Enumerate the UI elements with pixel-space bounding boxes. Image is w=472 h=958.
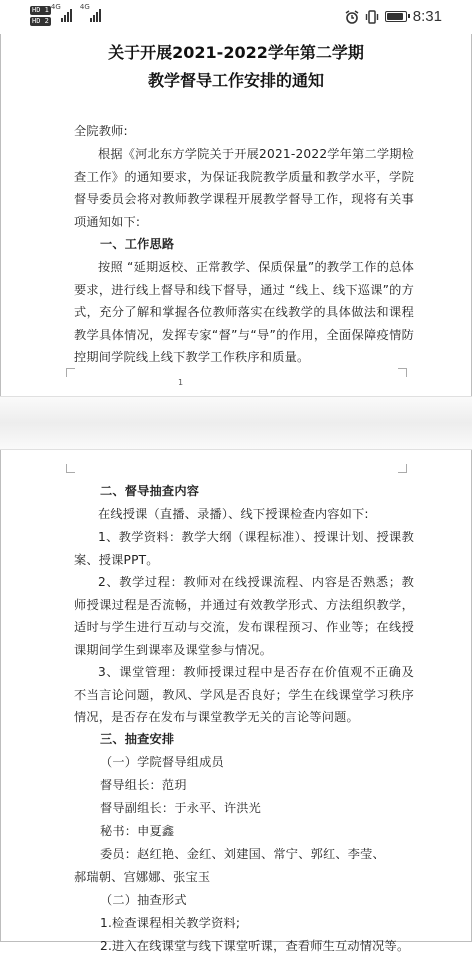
section2-intro: 在线授课（直播、录播）、线下授课检查内容如下:	[98, 507, 369, 521]
doc-title-line2: 教学督导工作安排的通知	[147, 71, 324, 90]
status-right	[345, 8, 442, 25]
clock-time: 8:31	[412, 8, 442, 25]
signal-1-icon	[50, 3, 72, 22]
alarm-icon	[345, 10, 359, 24]
battery-icon	[385, 11, 407, 22]
page2-corner-mark-left	[66, 464, 75, 473]
sim2-badge: HD 2	[32, 17, 49, 25]
check-form-item2: 2.进入在线课堂与线下课堂听课，查看师生互动情况等。	[100, 939, 410, 953]
supervisor-vice-leader: 督导副组长：于永平、许洪光	[100, 801, 262, 815]
committee-members-line1: 委员：赵红艳、金红、刘建国、常宁、郭红、李莹、	[100, 847, 385, 861]
network-1-label: 4G	[50, 3, 61, 11]
page-number: 1	[178, 378, 184, 387]
page1-corner-mark-left	[66, 368, 75, 377]
section1-paragraph: 按照 “延期返校、正常教学、保质保量”的教学工作的总体要求，进行线上督导和线下督导，通过 “线上、线下巡课”的方式，充分了解和掌握各位教师落实在线教学的具体做法和课程教学具体情况，发挥专家“督”与“导”的作用，全面保障疫情防控期间学院线上线下教学工作秩序和质量。	[74, 260, 414, 364]
supervisor-leader: 督导组长：范玥	[100, 778, 187, 792]
status-left	[30, 3, 101, 26]
section1-heading: 一、工作思路	[100, 237, 175, 251]
page-break	[0, 396, 472, 450]
sim1-badge: HD 1	[32, 6, 49, 14]
page2-corner-mark-right	[398, 464, 407, 473]
subsection2-heading: （二）抽查形式	[100, 893, 187, 907]
signal-2-icon	[79, 3, 101, 22]
supervisor-secretary: 秘书：申夏鑫	[100, 824, 175, 838]
section2-item3: 3、课堂管理：教师授课过程中是否存在价值观不正确及不当言论问题，教风、学风是否良好；学生在线课堂学习秩序情况，是否存在发布与课堂教学无关的言论等问题。	[74, 665, 414, 724]
committee-members-line2: 郝瑞朝、宫娜娜、张宝玉	[74, 870, 211, 884]
subsection1-heading: （一）学院督导组成员	[100, 755, 224, 769]
vibrate-icon	[365, 10, 379, 24]
status-bar	[0, 0, 472, 34]
sim-badges	[30, 6, 51, 26]
intro-paragraph: 根据《河北东方学院关于开展2021-2022学年第二学期检查工作》的通知要求，为保证我院教学质量和教学水平，学院督导委员会将对教师教学课程开展教学督导工作，现将有关事项通知如下:	[74, 147, 414, 229]
section2-item2: 2、教学过程：教师对在线授课流程、内容是否熟悉；教师授课过程是否流畅，并通过有效教学形式、方法组织教学，适时与学生进行互动与交流，发布课程预习、作业等；在线授课期间学生到课率及课堂参与情况。	[74, 575, 414, 657]
check-form-item1: 1.检查课程相关教学资料;	[100, 916, 241, 930]
section2-item1: 1、教学资料：教学大纲（课程标准）、授课计划、授课教案、授课PPT。	[74, 530, 414, 567]
page1-corner-mark-right	[398, 368, 407, 377]
section3-heading: 三、抽查安排	[100, 732, 175, 746]
network-2-label: 4G	[79, 3, 90, 11]
doc-title-line1: 关于开展2021-2022学年第二学期	[108, 43, 364, 62]
section2-heading: 二、督导抽查内容	[100, 484, 200, 498]
salutation: 全院教师:	[74, 124, 128, 138]
